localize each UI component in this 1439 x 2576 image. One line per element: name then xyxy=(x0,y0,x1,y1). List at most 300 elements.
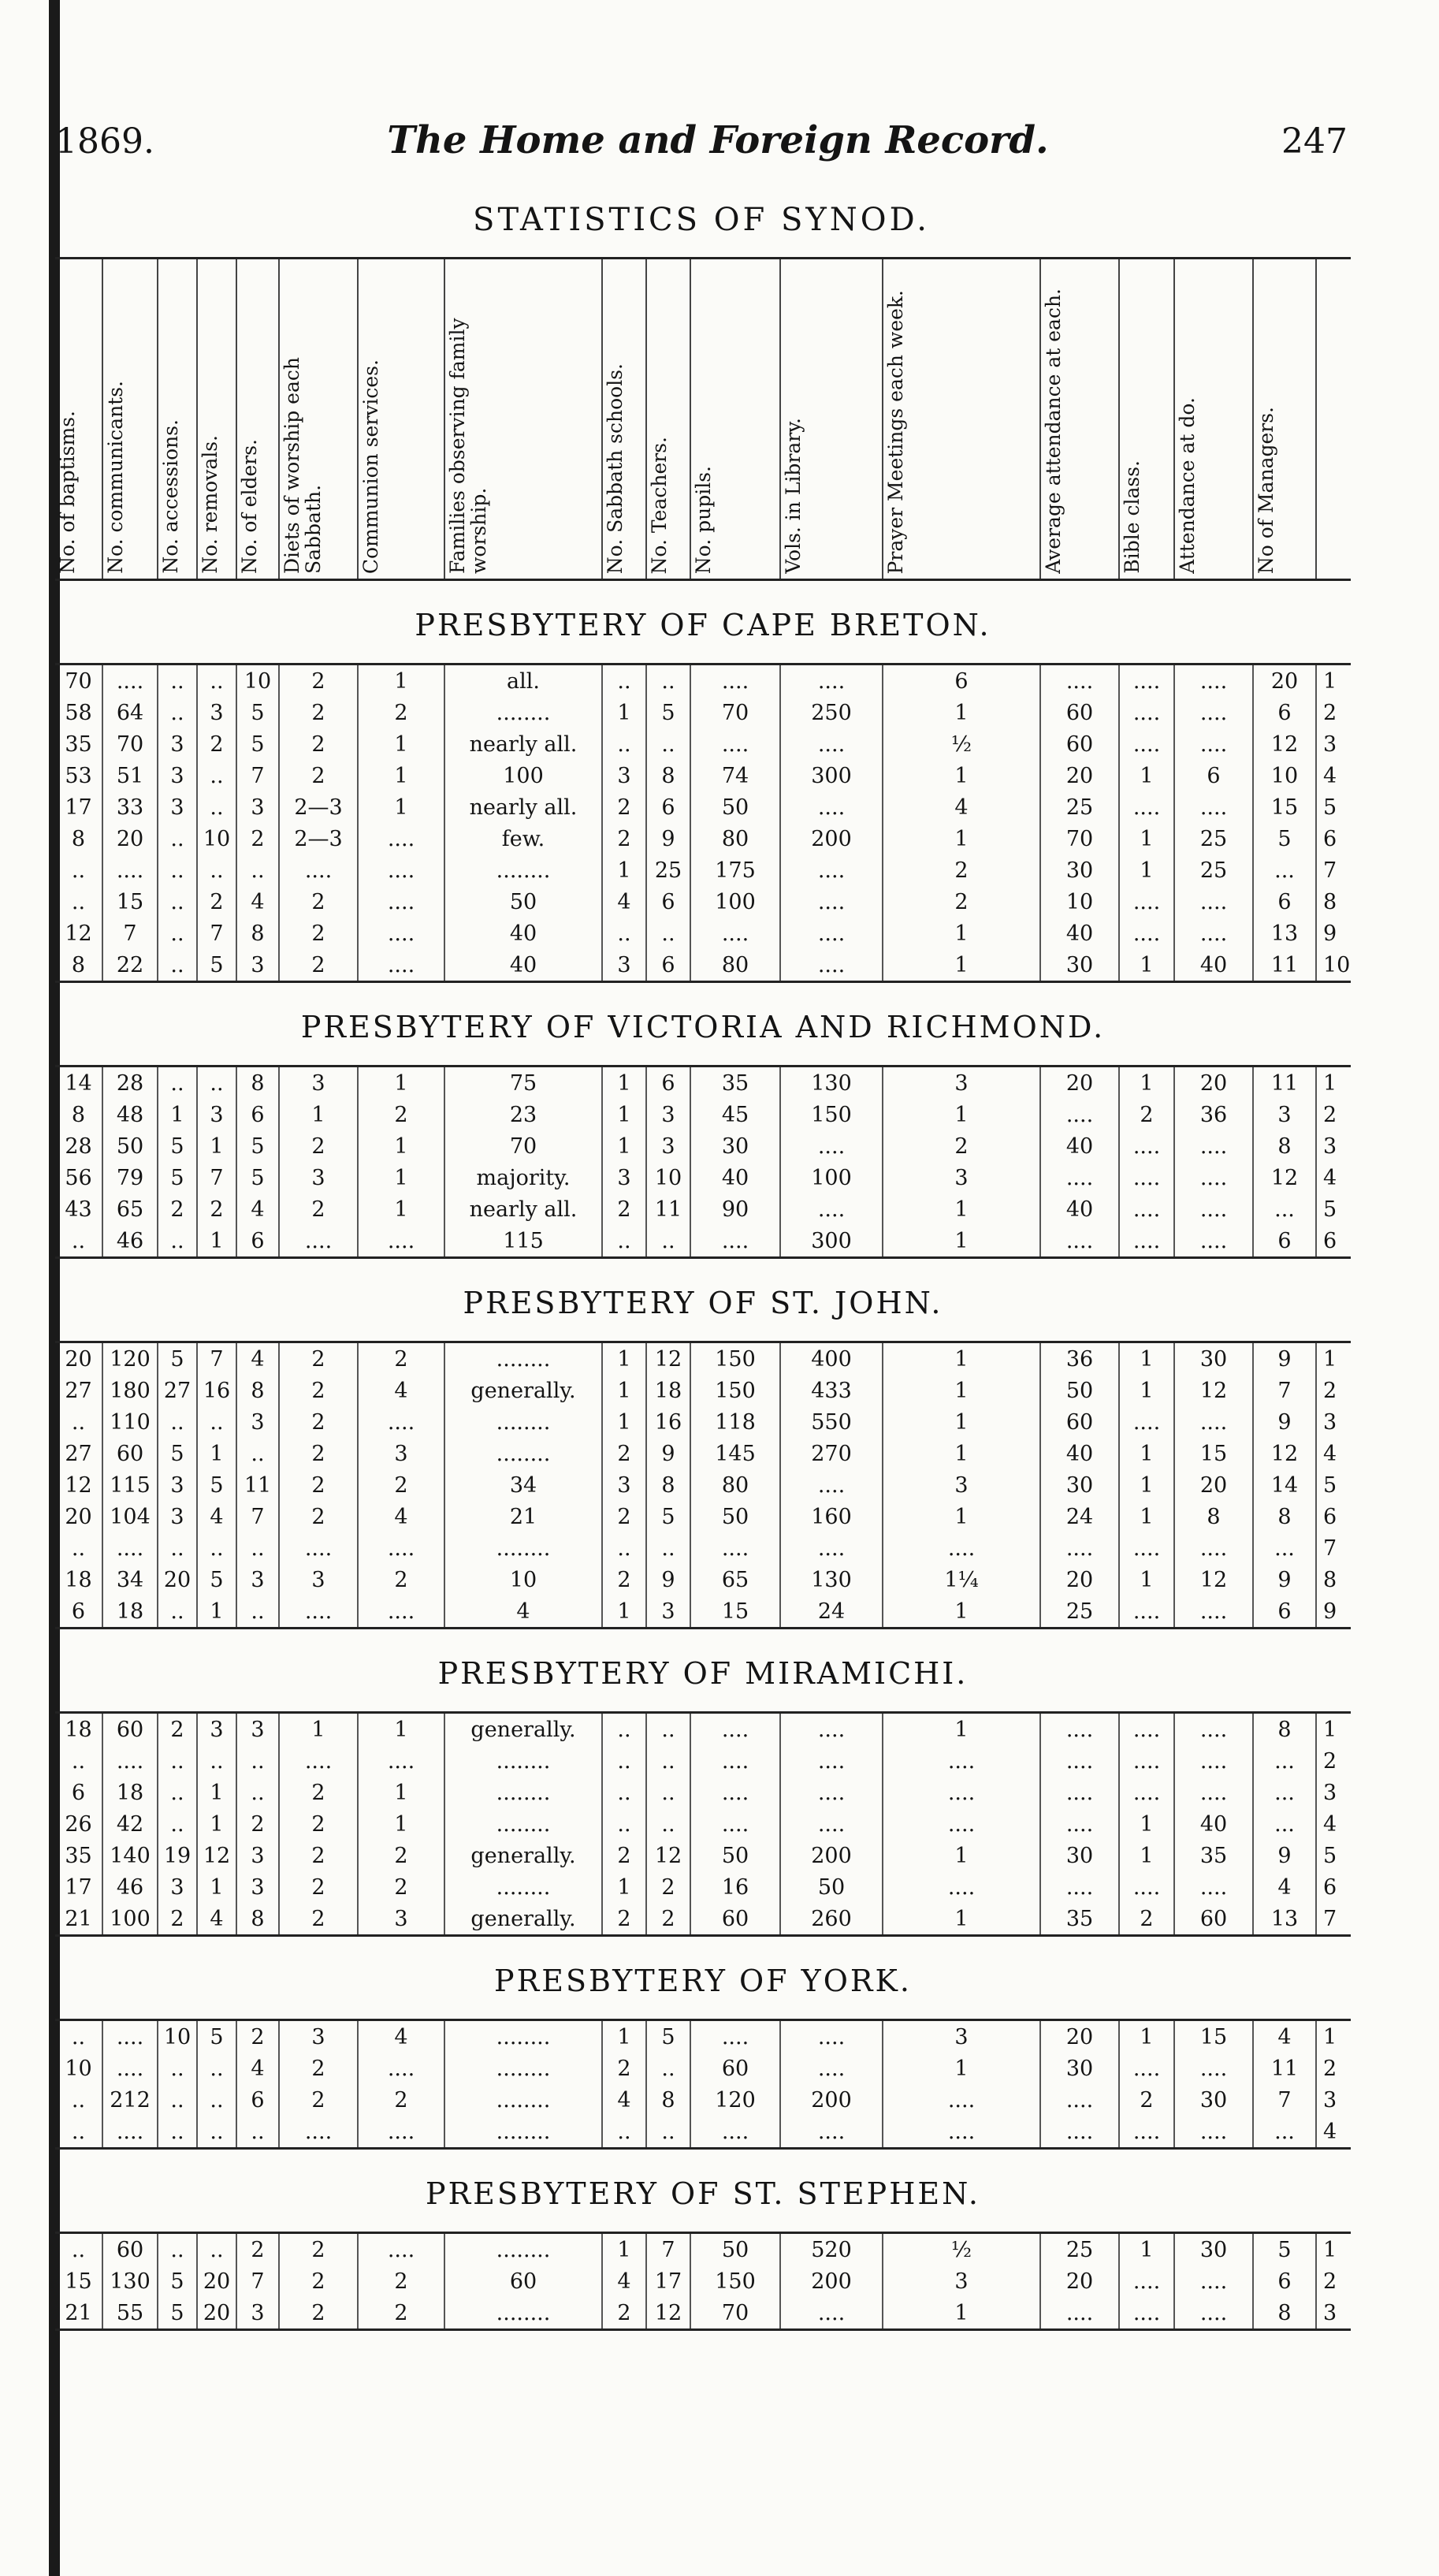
table-cell: .... xyxy=(358,1225,444,1258)
table-cell: 1 xyxy=(197,1871,236,1903)
table-cell: 12 xyxy=(646,2297,690,2330)
table-cell: .. xyxy=(602,1745,646,1777)
table-cell: .... xyxy=(1174,1713,1253,1746)
table-cell: 1 xyxy=(1119,1840,1174,1871)
table-cell: 1 xyxy=(883,918,1040,949)
column-header xyxy=(1253,259,1316,580)
table-cell: 3 xyxy=(602,949,646,982)
table-cell: .... xyxy=(780,1469,883,1501)
column-header xyxy=(1174,259,1253,580)
table-cell: 1 xyxy=(158,1099,197,1130)
table-cell: .... xyxy=(1119,1162,1174,1193)
table-cell: 433 xyxy=(780,1375,883,1406)
table-cell: 7 xyxy=(1253,2084,1316,2116)
table-cell: ........ xyxy=(444,1871,602,1903)
table-cell: 4 xyxy=(1253,2020,1316,2053)
table-cell: 2 xyxy=(883,886,1040,918)
table-body xyxy=(55,580,1351,2330)
table-row xyxy=(55,1375,1351,1406)
table-cell: .... xyxy=(1174,1130,1253,1162)
table-cell: .... xyxy=(690,1745,780,1777)
table-row xyxy=(55,2233,1351,2266)
table-cell: 4 xyxy=(602,2265,646,2297)
table-cell: 2 xyxy=(197,886,236,918)
table-cell: 2 xyxy=(279,1777,358,1808)
column-header-label: No. pupils. xyxy=(692,465,715,574)
table-cell: 5 xyxy=(236,697,279,728)
table-cell: 1 xyxy=(602,697,646,728)
table-cell: .... xyxy=(780,664,883,698)
table-cell: .. xyxy=(197,2116,236,2149)
table-cell: 150 xyxy=(690,1342,780,1375)
table-cell: 40 xyxy=(444,918,602,949)
column-header xyxy=(158,259,197,580)
table-cell: 25 xyxy=(1174,823,1253,854)
column-header-label: Diets of worship each Sabbath. xyxy=(281,357,325,574)
table-cell: 2 xyxy=(883,854,1040,886)
table-cell: generally. xyxy=(444,1840,602,1871)
table-cell: 3 xyxy=(158,1871,197,1903)
table-cell: .... xyxy=(1119,664,1174,698)
table-cell: 1 xyxy=(1119,1501,1174,1532)
table-cell: 145 xyxy=(690,1438,780,1469)
row-number: 8 xyxy=(1323,889,1337,914)
table-cell: 2 xyxy=(602,823,646,854)
table-cell: 3 xyxy=(883,2020,1040,2053)
table-cell: 1 xyxy=(358,664,444,698)
table-cell: .... xyxy=(883,2084,1040,2116)
table-cell: .. xyxy=(646,1745,690,1777)
table-cell: .... xyxy=(780,1777,883,1808)
table-cell: 5 xyxy=(158,1342,197,1375)
table-row xyxy=(55,1532,1351,1564)
table-cell: 2 xyxy=(236,1808,279,1840)
table-cell: 6 xyxy=(646,886,690,918)
table-cell: 35 xyxy=(690,1067,780,1100)
table-cell: 50 xyxy=(690,1840,780,1871)
table-cell: .. xyxy=(602,728,646,760)
table-cell: 12 xyxy=(55,918,102,949)
table-cell: 18 xyxy=(55,1564,102,1595)
table-cell: 40 xyxy=(1040,1438,1119,1469)
table-cell: 5 xyxy=(236,1130,279,1162)
table-cell: 2 xyxy=(279,1406,358,1438)
table-cell: 2 xyxy=(279,2233,358,2266)
table-row xyxy=(55,1225,1351,1258)
table-cell: 5 xyxy=(158,1162,197,1193)
table-cell: 1 xyxy=(602,1342,646,1375)
table-cell: 120 xyxy=(102,1342,158,1375)
table-cell: 75 xyxy=(444,1067,602,1100)
table-row xyxy=(55,854,1351,886)
row-number: 2 xyxy=(1323,2056,1337,2081)
table-cell: 2 xyxy=(358,697,444,728)
row-number: 1 xyxy=(1316,1713,1351,1746)
table-cell: 2 xyxy=(646,1903,690,1936)
table-cell: 200 xyxy=(780,1840,883,1871)
table-cell: .... xyxy=(1174,2116,1253,2149)
table-cell: 65 xyxy=(690,1564,780,1595)
table-cell: .... xyxy=(1119,1745,1174,1777)
table-cell: 2 xyxy=(602,1840,646,1871)
table-cell: 20 xyxy=(1040,2020,1119,2053)
table-cell: 2 xyxy=(279,1903,358,1936)
table-cell: .... xyxy=(102,2020,158,2053)
table-cell: ½ xyxy=(883,728,1040,760)
row-number-header xyxy=(1316,259,1351,580)
column-header-label: No of Managers. xyxy=(1255,406,1277,574)
table-cell: .... xyxy=(1119,2265,1174,2297)
table-cell: 8 xyxy=(236,1903,279,1936)
table-cell: 35 xyxy=(1174,1840,1253,1871)
table-cell: .. xyxy=(602,1532,646,1564)
column-header-label: Families observing family worship. xyxy=(446,318,490,574)
table-cell: 3 xyxy=(883,2265,1040,2297)
table-cell: 1 xyxy=(602,1406,646,1438)
column-header-label: No. Sabbath schools. xyxy=(604,363,627,574)
table-row xyxy=(55,1808,1351,1840)
table-cell: nearly all. xyxy=(444,791,602,823)
table-cell: 3 xyxy=(236,1406,279,1438)
table-cell: .. xyxy=(602,664,646,698)
table-cell: 5 xyxy=(158,2297,197,2330)
table-cell: 50 xyxy=(444,886,602,918)
table-cell: .... xyxy=(780,1808,883,1840)
table-cell: 33 xyxy=(102,791,158,823)
table-cell: .... xyxy=(1040,1871,1119,1903)
table-cell: 70 xyxy=(690,2297,780,2330)
table-row xyxy=(55,1130,1351,1162)
table-cell: .. xyxy=(158,1225,197,1258)
table-cell: 3 xyxy=(602,1469,646,1501)
table-cell: 3 xyxy=(646,1595,690,1629)
row-number: 4 xyxy=(1316,2116,1351,2149)
table-cell: 1 xyxy=(279,1713,358,1746)
table-cell: .... xyxy=(690,1808,780,1840)
table-cell: 16 xyxy=(646,1406,690,1438)
table-cell: 2 xyxy=(602,2053,646,2084)
table-cell: 11 xyxy=(1253,1067,1316,1100)
table-cell: 12 xyxy=(1174,1375,1253,1406)
table-cell: 7 xyxy=(197,1342,236,1375)
table-cell: .. xyxy=(602,1225,646,1258)
table-cell: 7 xyxy=(197,918,236,949)
column-header xyxy=(358,259,444,580)
table-cell: 2 xyxy=(279,1438,358,1469)
table-cell: .... xyxy=(780,1532,883,1564)
table-cell: .. xyxy=(236,1595,279,1629)
row-number: 6 xyxy=(1323,1504,1337,1529)
table-cell: .... xyxy=(1174,1777,1253,1808)
table-cell: 27 xyxy=(55,1438,102,1469)
table-cell: 6 xyxy=(1253,1225,1316,1258)
table-cell: 2 xyxy=(602,1501,646,1532)
table-cell: 8 xyxy=(55,1099,102,1130)
table-cell: 1 xyxy=(602,2020,646,2053)
row-number: 1 xyxy=(1316,664,1351,698)
table-cell: 2 xyxy=(279,886,358,918)
table-cell: 35 xyxy=(55,728,102,760)
table-cell: 18 xyxy=(102,1595,158,1629)
table-cell: 3 xyxy=(236,1713,279,1746)
column-header xyxy=(602,259,646,580)
table-cell: 1 xyxy=(1119,1375,1174,1406)
table-cell: .. xyxy=(158,697,197,728)
table-cell: .... xyxy=(1119,2116,1174,2149)
table-cell: .. xyxy=(55,1406,102,1438)
table-cell: 15 xyxy=(102,886,158,918)
row-number: 5 xyxy=(1323,1197,1337,1222)
table-cell: 2 xyxy=(358,2265,444,2297)
table-cell: .... xyxy=(279,1745,358,1777)
table-row xyxy=(55,2297,1351,2330)
table-cell: .... xyxy=(358,949,444,982)
table-cell: 100 xyxy=(102,1903,158,1936)
table-cell: .... xyxy=(102,2116,158,2149)
row-number: 9 xyxy=(1316,1595,1351,1629)
table-cell: 30 xyxy=(1040,1469,1119,1501)
table-cell: 50 xyxy=(102,1130,158,1162)
table-cell: 14 xyxy=(1253,1469,1316,1501)
table-cell: .... xyxy=(1174,1193,1253,1225)
table-cell: 3 xyxy=(279,1067,358,1100)
table-cell: 1 xyxy=(602,1871,646,1903)
table-cell: .. xyxy=(158,1067,197,1100)
table-cell: .. xyxy=(55,2084,102,2116)
row-number: 4 xyxy=(1323,1441,1337,1466)
column-header-label: No. of baptisms. xyxy=(56,411,79,574)
presbytery-title-row xyxy=(55,982,1351,1067)
table-cell: .. xyxy=(158,1595,197,1629)
table-cell: 60 xyxy=(102,1713,158,1746)
table-cell: 6 xyxy=(1174,760,1253,791)
table-cell: 3 xyxy=(602,1162,646,1193)
table-cell: 12 xyxy=(1253,1162,1316,1193)
table-cell: .. xyxy=(55,2233,102,2266)
table-cell: 2 xyxy=(1119,1903,1174,1936)
table-cell: 12 xyxy=(55,1469,102,1501)
table-cell: 50 xyxy=(780,1871,883,1903)
table-cell: .... xyxy=(690,918,780,949)
table-cell: 1 xyxy=(197,1808,236,1840)
table-cell: .... xyxy=(1174,1745,1253,1777)
table-cell: 13 xyxy=(1253,1903,1316,1936)
table-cell: 3 xyxy=(197,697,236,728)
table-cell: .. xyxy=(197,1067,236,1100)
table-cell: 2 xyxy=(236,823,279,854)
table-cell: .... xyxy=(1119,1777,1174,1808)
presbytery-title: PRESBYTERY OF YORK. xyxy=(494,1964,912,1998)
table-cell: 10 xyxy=(646,1162,690,1193)
table-cell: .. xyxy=(55,1225,102,1258)
table-cell: .... xyxy=(358,886,444,918)
table-cell: .... xyxy=(1040,664,1119,698)
table-cell: 4 xyxy=(236,1193,279,1225)
table-cell: 1 xyxy=(197,1595,236,1629)
table-cell: .. xyxy=(646,1225,690,1258)
table-cell: .... xyxy=(1119,1130,1174,1162)
table-cell: 3 xyxy=(883,1067,1040,1100)
table-cell: 2 xyxy=(279,2084,358,2116)
table-cell: generally. xyxy=(444,1903,602,1936)
row-number: 5 xyxy=(1323,795,1337,820)
table-cell: 3 xyxy=(158,728,197,760)
table-cell: 48 xyxy=(102,1099,158,1130)
table-cell: 3 xyxy=(236,1840,279,1871)
table-cell: ........ xyxy=(444,1808,602,1840)
table-cell: 1 xyxy=(1119,1469,1174,1501)
table-cell: 1 xyxy=(883,760,1040,791)
table-cell: .. xyxy=(55,886,102,918)
table-row xyxy=(55,760,1351,791)
table-cell: 550 xyxy=(780,1406,883,1438)
table-cell: 1 xyxy=(883,1193,1040,1225)
column-header-label: Average attendance at each. xyxy=(1042,288,1065,574)
table-cell: ... xyxy=(1253,1745,1316,1777)
column-header-label: Prayer Meetings each week. xyxy=(884,289,907,574)
presbytery-title-row xyxy=(55,2149,1351,2233)
table-cell: .... xyxy=(358,2116,444,2149)
table-cell: 2 xyxy=(279,918,358,949)
table-cell: 1 xyxy=(197,1777,236,1808)
table-cell: 2 xyxy=(279,1871,358,1903)
table-cell: ........ xyxy=(444,2084,602,2116)
table-cell: 4 xyxy=(358,1375,444,1406)
table-cell: .... xyxy=(1174,918,1253,949)
table-cell: 40 xyxy=(690,1162,780,1193)
table-cell: .... xyxy=(358,2053,444,2084)
table-cell: 3 xyxy=(646,1099,690,1130)
table-cell: .... xyxy=(1174,2297,1253,2330)
table-cell: 24 xyxy=(1040,1501,1119,1532)
table-cell: ........ xyxy=(444,1532,602,1564)
table-cell: .... xyxy=(1119,1193,1174,1225)
table-cell: 2 xyxy=(358,1342,444,1375)
table-cell: 20 xyxy=(55,1501,102,1532)
table-cell: .. xyxy=(236,1438,279,1469)
table-cell: .... xyxy=(1119,1871,1174,1903)
table-cell: 4 xyxy=(1253,1871,1316,1903)
column-header xyxy=(646,259,690,580)
table-cell: .... xyxy=(1174,2265,1253,2297)
table-cell: 9 xyxy=(1253,1564,1316,1595)
table-cell: 25 xyxy=(646,854,690,886)
table-cell: 3 xyxy=(197,1713,236,1746)
table-cell: 20 xyxy=(1040,760,1119,791)
table-cell: 36 xyxy=(1040,1342,1119,1375)
row-number: 3 xyxy=(1323,1134,1337,1159)
table-cell: 21 xyxy=(444,1501,602,1532)
table-cell: .... xyxy=(1174,664,1253,698)
column-header xyxy=(690,259,780,580)
table-cell: 2 xyxy=(279,1193,358,1225)
table-cell: .... xyxy=(780,949,883,982)
table-cell: 12 xyxy=(1174,1564,1253,1595)
table-cell: .. xyxy=(55,2116,102,2149)
table-cell: .... xyxy=(780,1713,883,1746)
table-cell: .... xyxy=(1119,1713,1174,1746)
table-cell: 60 xyxy=(1040,1406,1119,1438)
table-cell: .... xyxy=(279,1225,358,1258)
table-cell: 70 xyxy=(55,664,102,698)
table-cell: ........ xyxy=(444,1745,602,1777)
table-cell: .... xyxy=(690,2020,780,2053)
table-cell: 20 xyxy=(1253,664,1316,698)
table-cell: 5 xyxy=(646,697,690,728)
table-cell: 2 xyxy=(602,1903,646,1936)
table-cell: 1 xyxy=(358,728,444,760)
table-cell: 18 xyxy=(55,1713,102,1746)
table-cell: .. xyxy=(158,1777,197,1808)
table-cell: 18 xyxy=(646,1375,690,1406)
table-cell: 5 xyxy=(197,2020,236,2053)
table-cell: 1 xyxy=(358,760,444,791)
table-cell: .. xyxy=(158,2116,197,2149)
table-cell: 2 xyxy=(236,2020,279,2053)
table-cell: nearly all. xyxy=(444,1193,602,1225)
table-cell: .... xyxy=(358,1532,444,1564)
table-row xyxy=(55,2053,1351,2084)
row-number: 3 xyxy=(1323,1409,1337,1435)
table-cell: 5 xyxy=(1253,2233,1316,2266)
row-number: 4 xyxy=(1323,1165,1337,1190)
presbytery-title: PRESBYTERY OF ST. JOHN. xyxy=(463,1286,943,1320)
table-cell: 40 xyxy=(1040,1130,1119,1162)
row-number: 7 xyxy=(1323,858,1337,883)
table-cell: 8 xyxy=(646,1469,690,1501)
table-cell: 20 xyxy=(1040,1564,1119,1595)
table-cell: 56 xyxy=(55,1162,102,1193)
table-cell: 110 xyxy=(102,1406,158,1438)
table-cell: 1 xyxy=(197,1225,236,1258)
table-cell: .... xyxy=(102,2053,158,2084)
row-number: 6 xyxy=(1323,1874,1337,1900)
table-cell: 1 xyxy=(883,1099,1040,1130)
table-cell: 3 xyxy=(236,2297,279,2330)
table-cell: .... xyxy=(1119,918,1174,949)
year: 1869. xyxy=(55,121,154,162)
table-cell: 2 xyxy=(602,1564,646,1595)
table-cell: 130 xyxy=(780,1067,883,1100)
table-cell: 40 xyxy=(1174,949,1253,982)
table-cell: .... xyxy=(1040,1532,1119,1564)
table-cell: 4 xyxy=(883,791,1040,823)
table-cell: 1 xyxy=(1119,1067,1174,1100)
table-row xyxy=(55,1564,1351,1595)
row-number: 7 xyxy=(1323,1536,1337,1561)
table-cell: 5 xyxy=(197,949,236,982)
table-cell: 100 xyxy=(690,886,780,918)
table-cell: 8 xyxy=(1253,1501,1316,1532)
table-cell: .. xyxy=(55,854,102,886)
table-cell: 150 xyxy=(780,1099,883,1130)
table-cell: .. xyxy=(55,1745,102,1777)
table-cell: .... xyxy=(780,918,883,949)
row-number: 8 xyxy=(1323,1567,1337,1592)
table-cell: .... xyxy=(358,1745,444,1777)
table-cell: .... xyxy=(1174,2053,1253,2084)
table-cell: 8 xyxy=(236,1067,279,1100)
table-cell: majority. xyxy=(444,1162,602,1193)
table-cell: ... xyxy=(1253,1808,1316,1840)
column-header-label: Bible class. xyxy=(1121,460,1143,574)
table-cell: 9 xyxy=(1253,1342,1316,1375)
table-cell: 2 xyxy=(279,1808,358,1840)
table-cell: .... xyxy=(1174,728,1253,760)
table-row xyxy=(55,2020,1351,2053)
table-row xyxy=(55,1501,1351,1532)
table-cell: 3 xyxy=(883,1469,1040,1501)
